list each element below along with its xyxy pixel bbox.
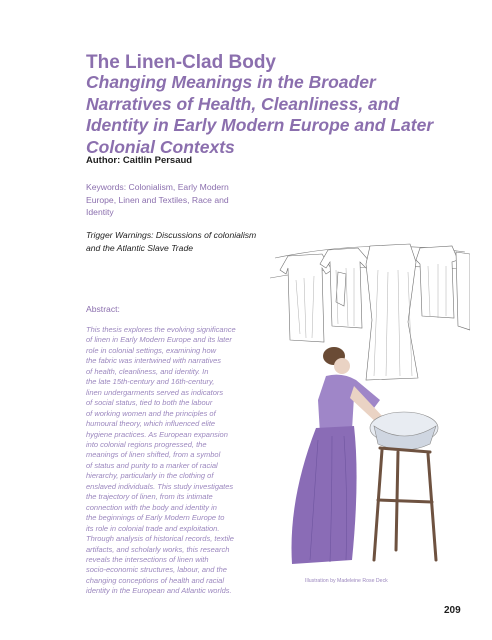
abstract-line: into colonial regions progressed, the xyxy=(86,439,207,449)
abstract-line: the trajectory of linen, from its intimate xyxy=(86,492,213,502)
author-line: Author: Caitlin Persaud xyxy=(86,155,193,166)
page-number: 209 xyxy=(444,605,461,616)
abstract-line: of health, cleanliness, and identity. In xyxy=(86,366,209,376)
abstract-line: of linen in Early Modern Europe and its later xyxy=(86,335,232,345)
article-title: The Linen-Clad Body xyxy=(86,52,276,73)
abstract-line: of social status, tied to both the labour xyxy=(86,398,213,408)
abstract-line: reveals the intersections of linen with xyxy=(86,554,209,564)
abstract-heading: Abstract: xyxy=(86,304,120,314)
abstract-line: linen undergarments served as indicators xyxy=(86,387,224,397)
hanging-shift xyxy=(416,246,458,318)
keywords: Keywords: Colonialism, Early Modern Europe, Linen and Textiles, Race and Identity xyxy=(86,182,229,218)
abstract-line: connection with the body and identity in xyxy=(86,502,217,512)
laundry-woman-illustration xyxy=(270,230,470,575)
hanging-apron xyxy=(456,252,470,330)
illustration-caption: Illustration by Madeleine Rose Deck xyxy=(305,578,388,584)
hanging-shirt xyxy=(280,254,332,342)
woman-head xyxy=(334,358,350,374)
abstract-line: This thesis explores the evolving significance xyxy=(86,325,236,334)
abstract-line: socio-economic structures, labour, and the xyxy=(86,565,227,575)
abstract-line: the late 15th-century and 16th-century, xyxy=(86,377,215,387)
abstract-line: role in colonial settings, examining how xyxy=(86,345,217,355)
abstract-body xyxy=(86,325,264,597)
abstract-line: humoural theory, which influenced elite xyxy=(86,419,216,429)
hanging-cloth xyxy=(336,272,346,306)
abstract-line: of working women and the principles of xyxy=(86,408,216,418)
abstract-line: of status and purity to a marker of racial xyxy=(86,460,218,470)
abstract-line: enslaved individuals. This study investigates xyxy=(86,481,234,491)
abstract-line: the beginnings of Early Modern Europe to xyxy=(86,513,225,523)
abstract-line: meanings of linen shifted, from a symbol xyxy=(86,450,221,460)
abstract-line: artifacts, and scholarly works, this research xyxy=(86,544,230,554)
abstract-line: identity in the European and Atlantic worlds. xyxy=(86,586,232,596)
abstract-line: the fabric was intertwined with narratives xyxy=(86,356,222,366)
trigger-warning: Trigger Warnings: Discussions of colonialism and the Atlantic Slave Trade xyxy=(86,230,257,253)
abstract-line: hygiene practices. As European expansion xyxy=(86,429,228,439)
article-subtitle: Changing Meanings in the Broader Narratives of Health, Cleanliness, and Identity in Early Modern Europe and Later Colonial Contexts xyxy=(86,72,434,157)
abstract-line: changing conceptions of health and racial xyxy=(86,575,225,585)
abstract-line: Through analysis of historical records, textile xyxy=(86,534,234,544)
woman-skirt xyxy=(292,426,357,564)
abstract-line: hierarchy, particularly in the clothing of xyxy=(86,471,214,481)
wooden-stool xyxy=(374,448,436,560)
abstract-line: its role in colonial trade and exploitation. xyxy=(86,523,220,533)
hanging-dress xyxy=(366,244,418,380)
